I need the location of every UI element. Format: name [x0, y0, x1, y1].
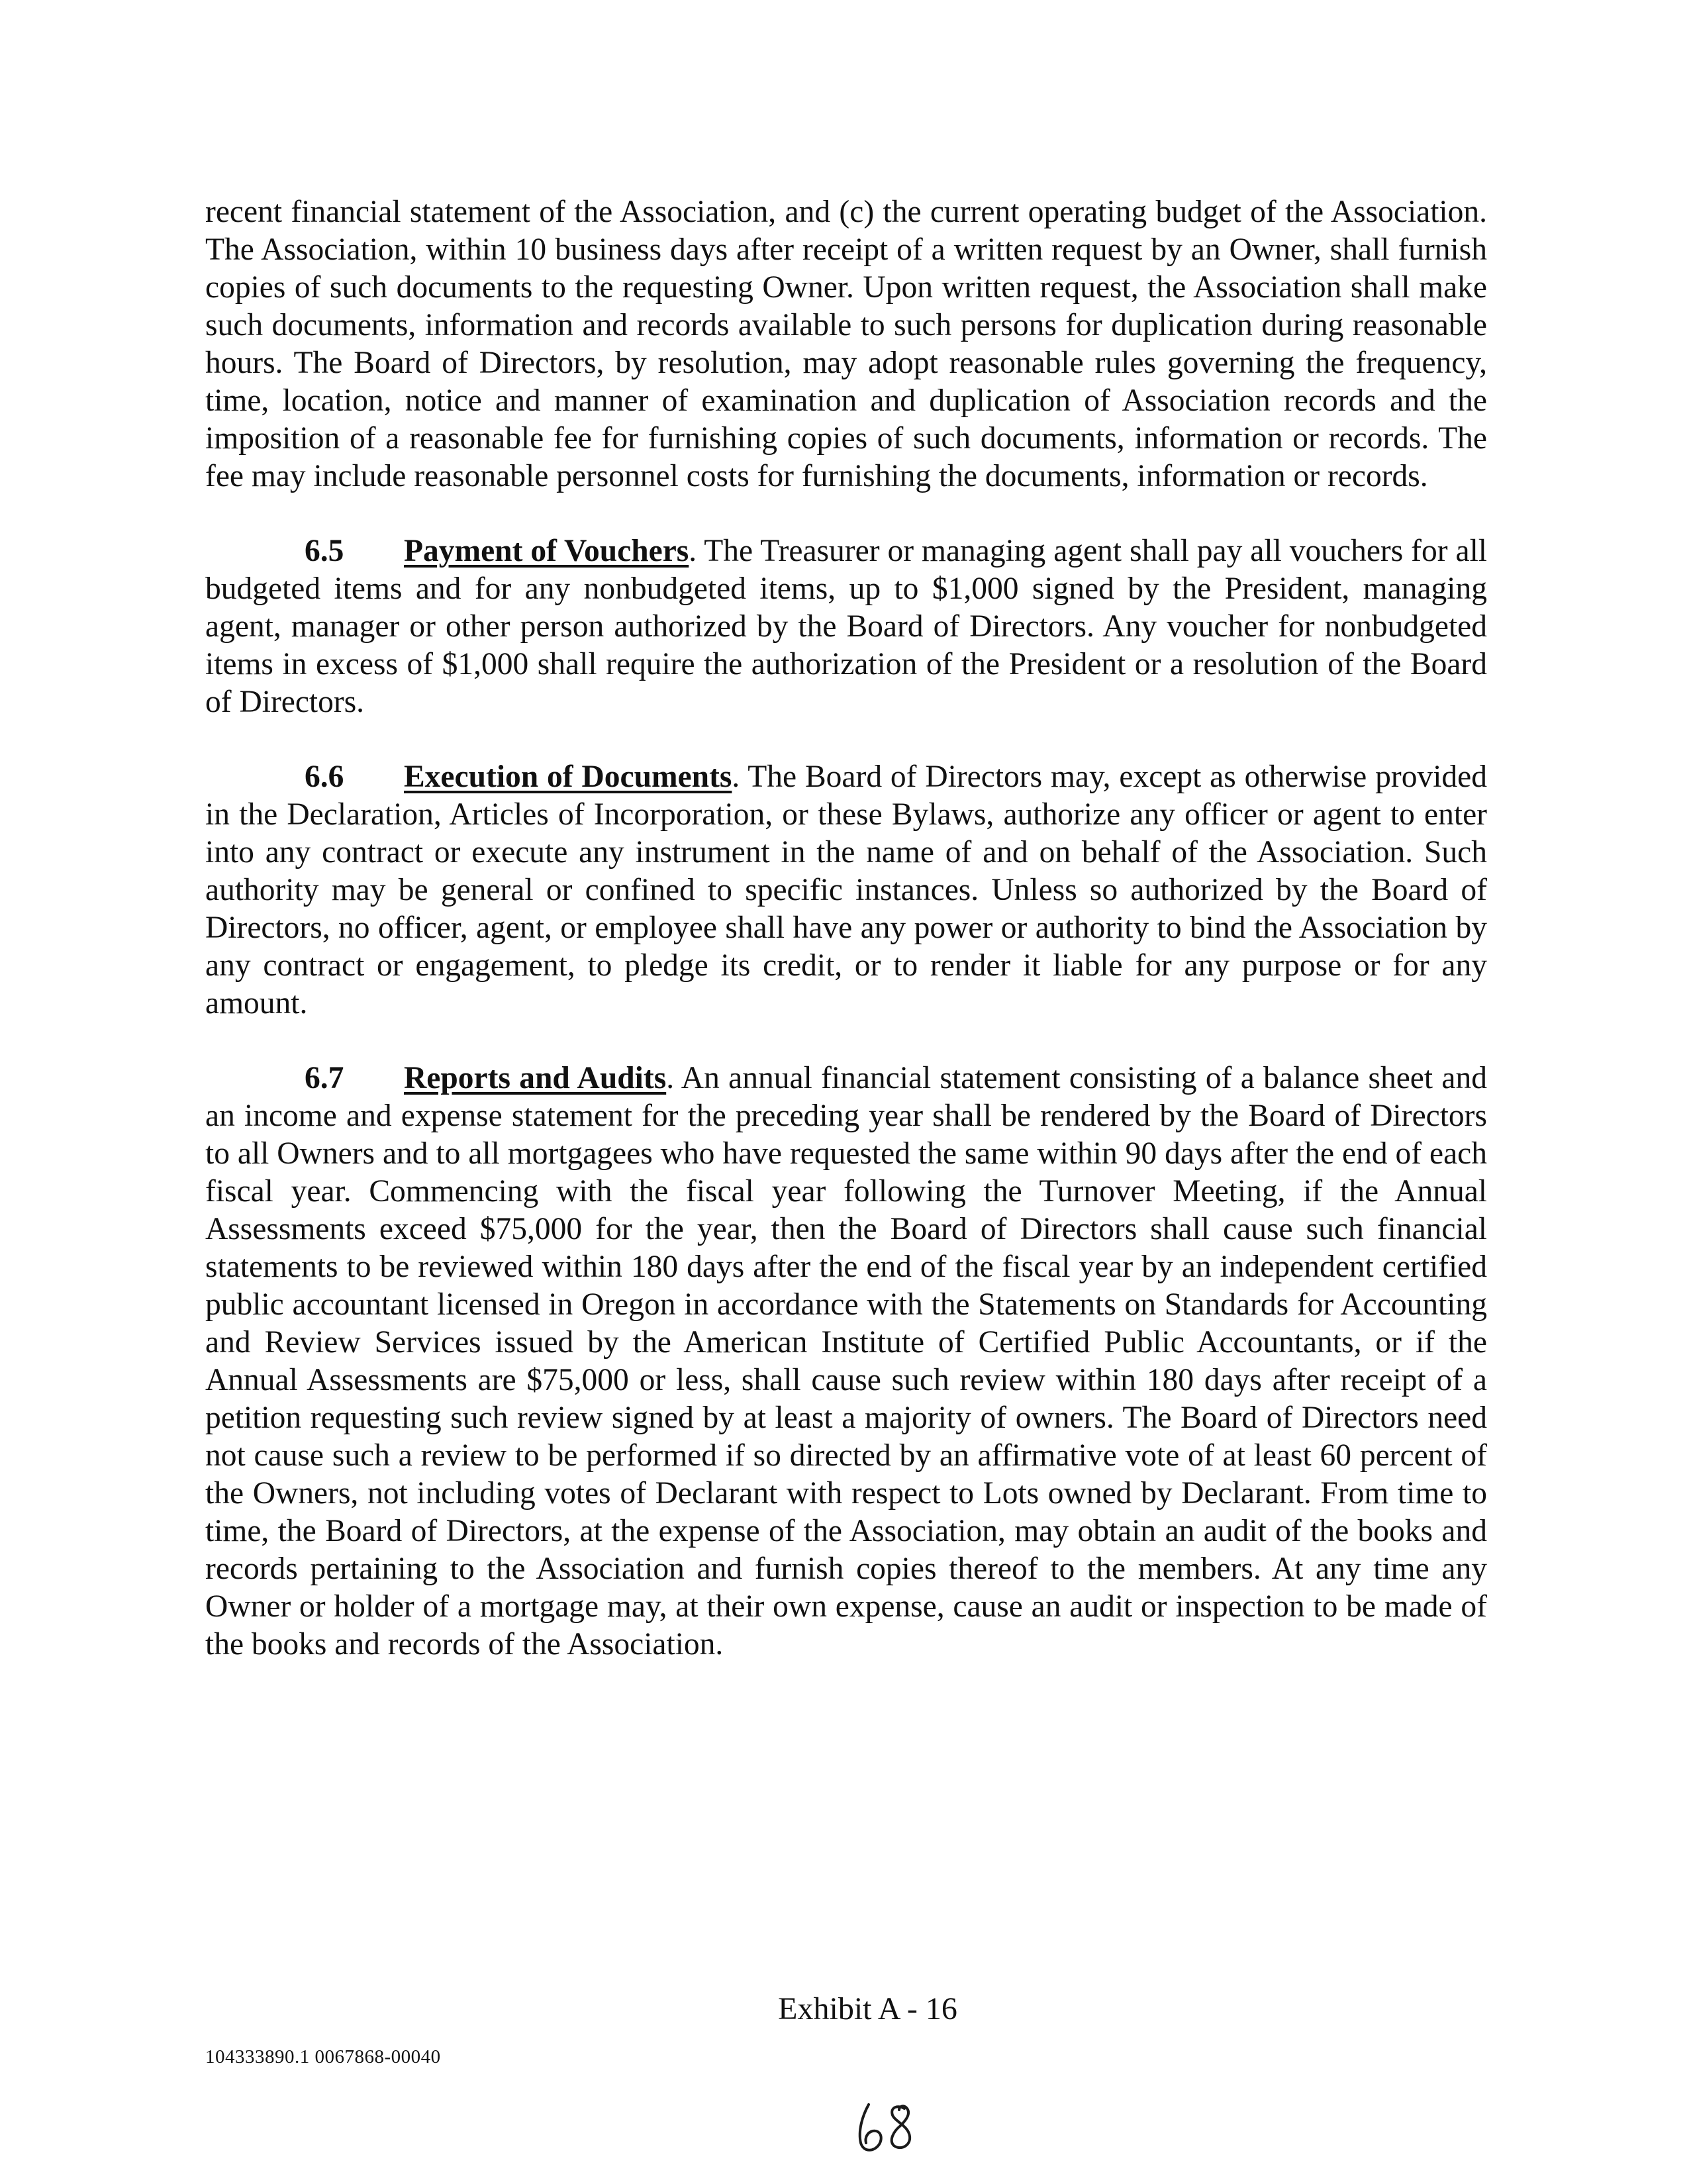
document-id: 104333890.1 0067868-00040 — [205, 2046, 441, 2067]
section-title: Reports and Audits — [404, 1061, 667, 1095]
section-text: . An annual financial statement consisting of a balance sheet and an income and expense statement for the preceding year shall be rendered by the Board of Directors to all Owners and to all mortgagees who have requested the same within 90 days after the end of each fiscal year. Commencing with the fiscal year following the Turnover Meeting, if the Annual Assessments exceed $75,000 for the year, then the Board of Directors shall cause such financial statements to be reviewed within 180 days after the end of the fiscal year by an independent certified public accountant licensed in Oregon in accordance with the Statements on Standards for Accounting and Review Services issued by the American Institute of Certified Public Accountants, or if the Annual Assessments are $75,000 or less, shall cause such review within 180 days after receipt of a petition requesting such review signed by at least a majority of owners. The Board of Directors need not cause such a review to be performed if so directed by an affirmative vote of at least 60 percent of the Owners, not including votes of Declarant with respect to Lots owned by Declarant. From time to time, the Board of Directors, at the expense of the Association, may obtain an audit of the books and records pertaining to the Association and furnish copies thereof to the members. At any time any Owner or holder of a mortgage may, at their own expense, cause an audit or inspection to be made of the books and records of the Association. — [205, 1061, 1487, 1662]
section-6-5 — [205, 532, 1487, 721]
section-6-7 — [205, 1060, 1487, 1663]
document-body — [205, 193, 1487, 1701]
intro-paragraph: recent financial statement of the Association, and (c) the current operating budget of the Association. The Association, within 10 business days after receipt of a written request by an Owner, shall furnish copies of such documents to the requesting Owner. Upon written request, the Association shall make such documents, information and records available to such persons for duplication during reasonable hours. The Board of Directors, by resolution, may adopt reasonable rules governing the frequency, time, location, notice and manner of examination and duplication of Association records and the imposition of a reasonable fee for furnishing copies of such documents, information or records. The fee may include reasonable personnel costs for furnishing the documents, information or records. — [205, 195, 1487, 493]
section-6-6 — [205, 758, 1487, 1022]
section-number: 6.6 — [305, 760, 344, 794]
handwritten-page-number — [854, 2099, 927, 2159]
section-title: Execution of Documents — [404, 760, 732, 794]
section-title: Payment of Vouchers — [404, 534, 689, 568]
section-text: . The Board of Directors may, except as otherwise provided in the Declaration, Articles of Incorporation, or these Bylaws, authorize any officer or agent to enter into any contract or execute any instrument in the name of and on behalf of the Association. Such authority may be general or confined to specific instances. Unless so authorized by the Board of Directors, no officer, agent, or employee shall have any power or authority to bind the Association by any contract or engagement, to pledge its credit, or to render it liable for any purpose or for any amount. — [205, 760, 1487, 1020]
section-text: . The Treasurer or managing agent shall pay all vouchers for all budgeted items and for any nonbudgeted items, up to $1,000 signed by the President, managing agent, manager or other person authorized by the Board of Directors. Any voucher for nonbudgeted items in excess of $1,000 shall require the authorization of the President or a resolution of the Board of Directors. — [205, 534, 1487, 719]
section-number: 6.5 — [305, 534, 344, 568]
section-number: 6.7 — [305, 1061, 344, 1095]
exhibit-page-label: Exhibit A - 16 — [778, 1991, 957, 2026]
